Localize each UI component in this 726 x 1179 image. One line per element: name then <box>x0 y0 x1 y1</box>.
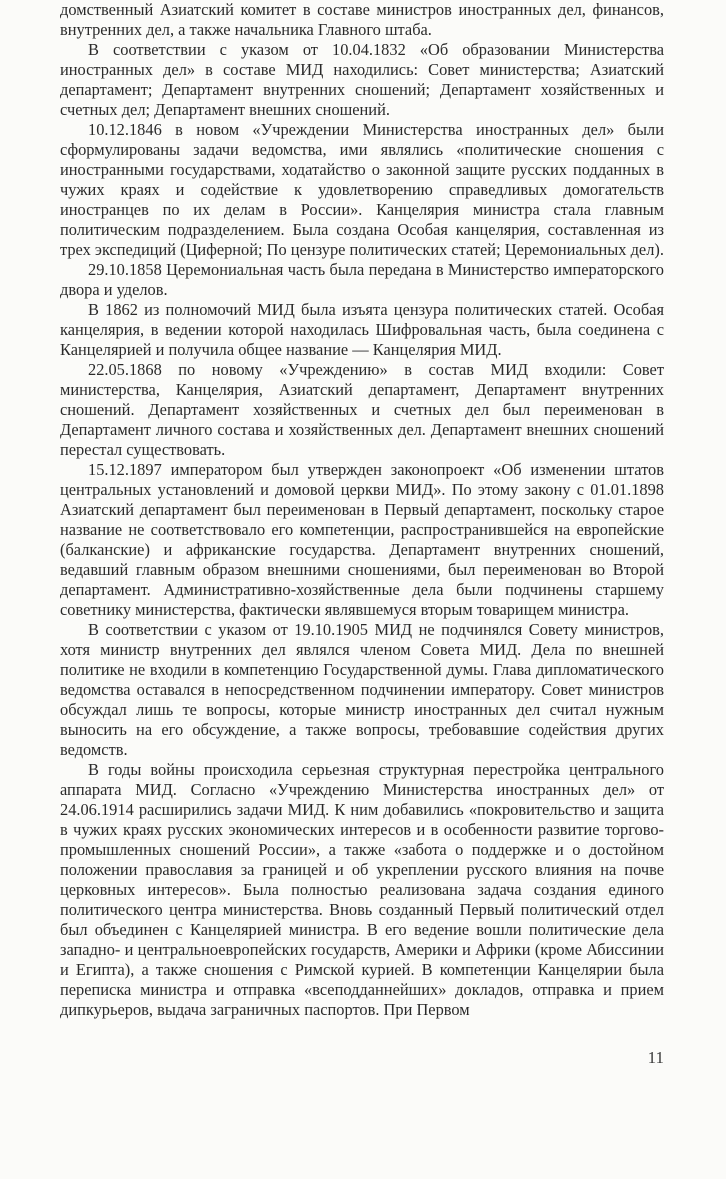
paragraph: В соответствии с указом от 10.04.1832 «Об образовании Министерства иностранных дел» в составе МИД находились: Совет министерства; Азиатский департамент; Департамент внутренних сношений; Департамент хозяйственных и счетных дел; Департамент внешних сношений. <box>60 40 664 119</box>
paragraph: 22.05.1868 по новому «Учреждению» в состав МИД входили: Совет министерства, Канцелярия, Азиатский департамент, Департамент внутренних сношений. Департамент хозяйственных и счетных дел был переименован в Департамент личного состава и хозяйственных дел. Департамент внешних сношений перестал существовать. <box>60 360 664 459</box>
paragraph: 10.12.1846 в новом «Учреждении Министерства иностранных дел» были сформулированы задачи ведомства, ими являлись «политические сношения с иностранными государствами, ходатайство о законной защите русских подданных в чужих краях и содействие к удовлетворению справедливых домогательств иностранцев по их делам в России». Канцелярия министра стала главным политическим подразделением. Была создана Особая канцелярия, составленная из трех экспедиций (Циферной; По цензуре политических статей; Церемониальных дел). <box>60 120 664 259</box>
page-number: 11 <box>647 1048 664 1067</box>
body-text <box>60 0 664 1020</box>
paragraph: домственный Азиатский комитет в составе министров иностранных дел, финансов, внутренних дел, а также начальника Главного штаба. <box>60 0 664 39</box>
paragraph: В 1862 из полномочий МИД была изъята цензура политических статей. Особая канцелярия, в ведении которой находилась Шифровальная часть, была соединена с Канцелярией и получила общее название — Канцелярия МИД. <box>60 300 664 359</box>
paragraph: В годы войны происходила серьезная структурная перестройка центрального аппарата МИД. Согласно «Учреждению Министерства иностранных дел» от 24.06.1914 расширились задачи МИД. К ним добавились «покровительство и защита в чужих краях русских экономических интересов и в особенности развитие торгово-промышленных сношений России», а также «забота о поддержке и о достойном положении православия за границей и об укреплении русского влияния на почве церковных интересов». Была полностью реализована задача создания единого политического центра министерства. Вновь созданный Первый политический отдел был объединен с Канцелярией министра. В его ведение вошли политические дела западно- и центральноевропейских государств, Америки и Африки (кроме Абиссинии и Египта), а также сношения с Римской курией. В компетенции Канцелярии была переписка министра и отправка «всеподданнейших» докладов, отправка и прием дипкурьеров, выдача заграничных паспортов. При Первом <box>60 760 664 1019</box>
paragraph: В соответствии с указом от 19.10.1905 МИД не подчинялся Совету министров, хотя министр внутренних дел являлся членом Совета МИД. Дела по внешней политике не входили в компетенцию Государственной думы. Глава дипломатического ведомства оставался в непосредственном подчинении императору. Совет министров обсуждал лишь те вопросы, которые министр иностранных дел считал нужным выносить на его обсуждение, а также вопросы, требовавшие содействия других ведомств. <box>60 620 664 759</box>
paragraph: 29.10.1858 Церемониальная часть была передана в Министерство императорского двора и уделов. <box>60 260 664 299</box>
paragraph: 15.12.1897 императором был утвержден законопроект «Об изменении штатов центральных установлений и домовой церкви МИД». По этому закону с 01.01.1898 Азиатский департамент был переименован в Первый департамент, поскольку старое название не соответствовало его компетенции, распространившейся на европейские (балканские) и африканские государства. Департамент внутренних сношений, ведавший главным образом внешними сношениями, был переименован во Второй департамент. Административно-хозяйственные дела были подчинены старшему советнику министерства, фактически являвшемуся вторым товарищем министра. <box>60 460 664 619</box>
